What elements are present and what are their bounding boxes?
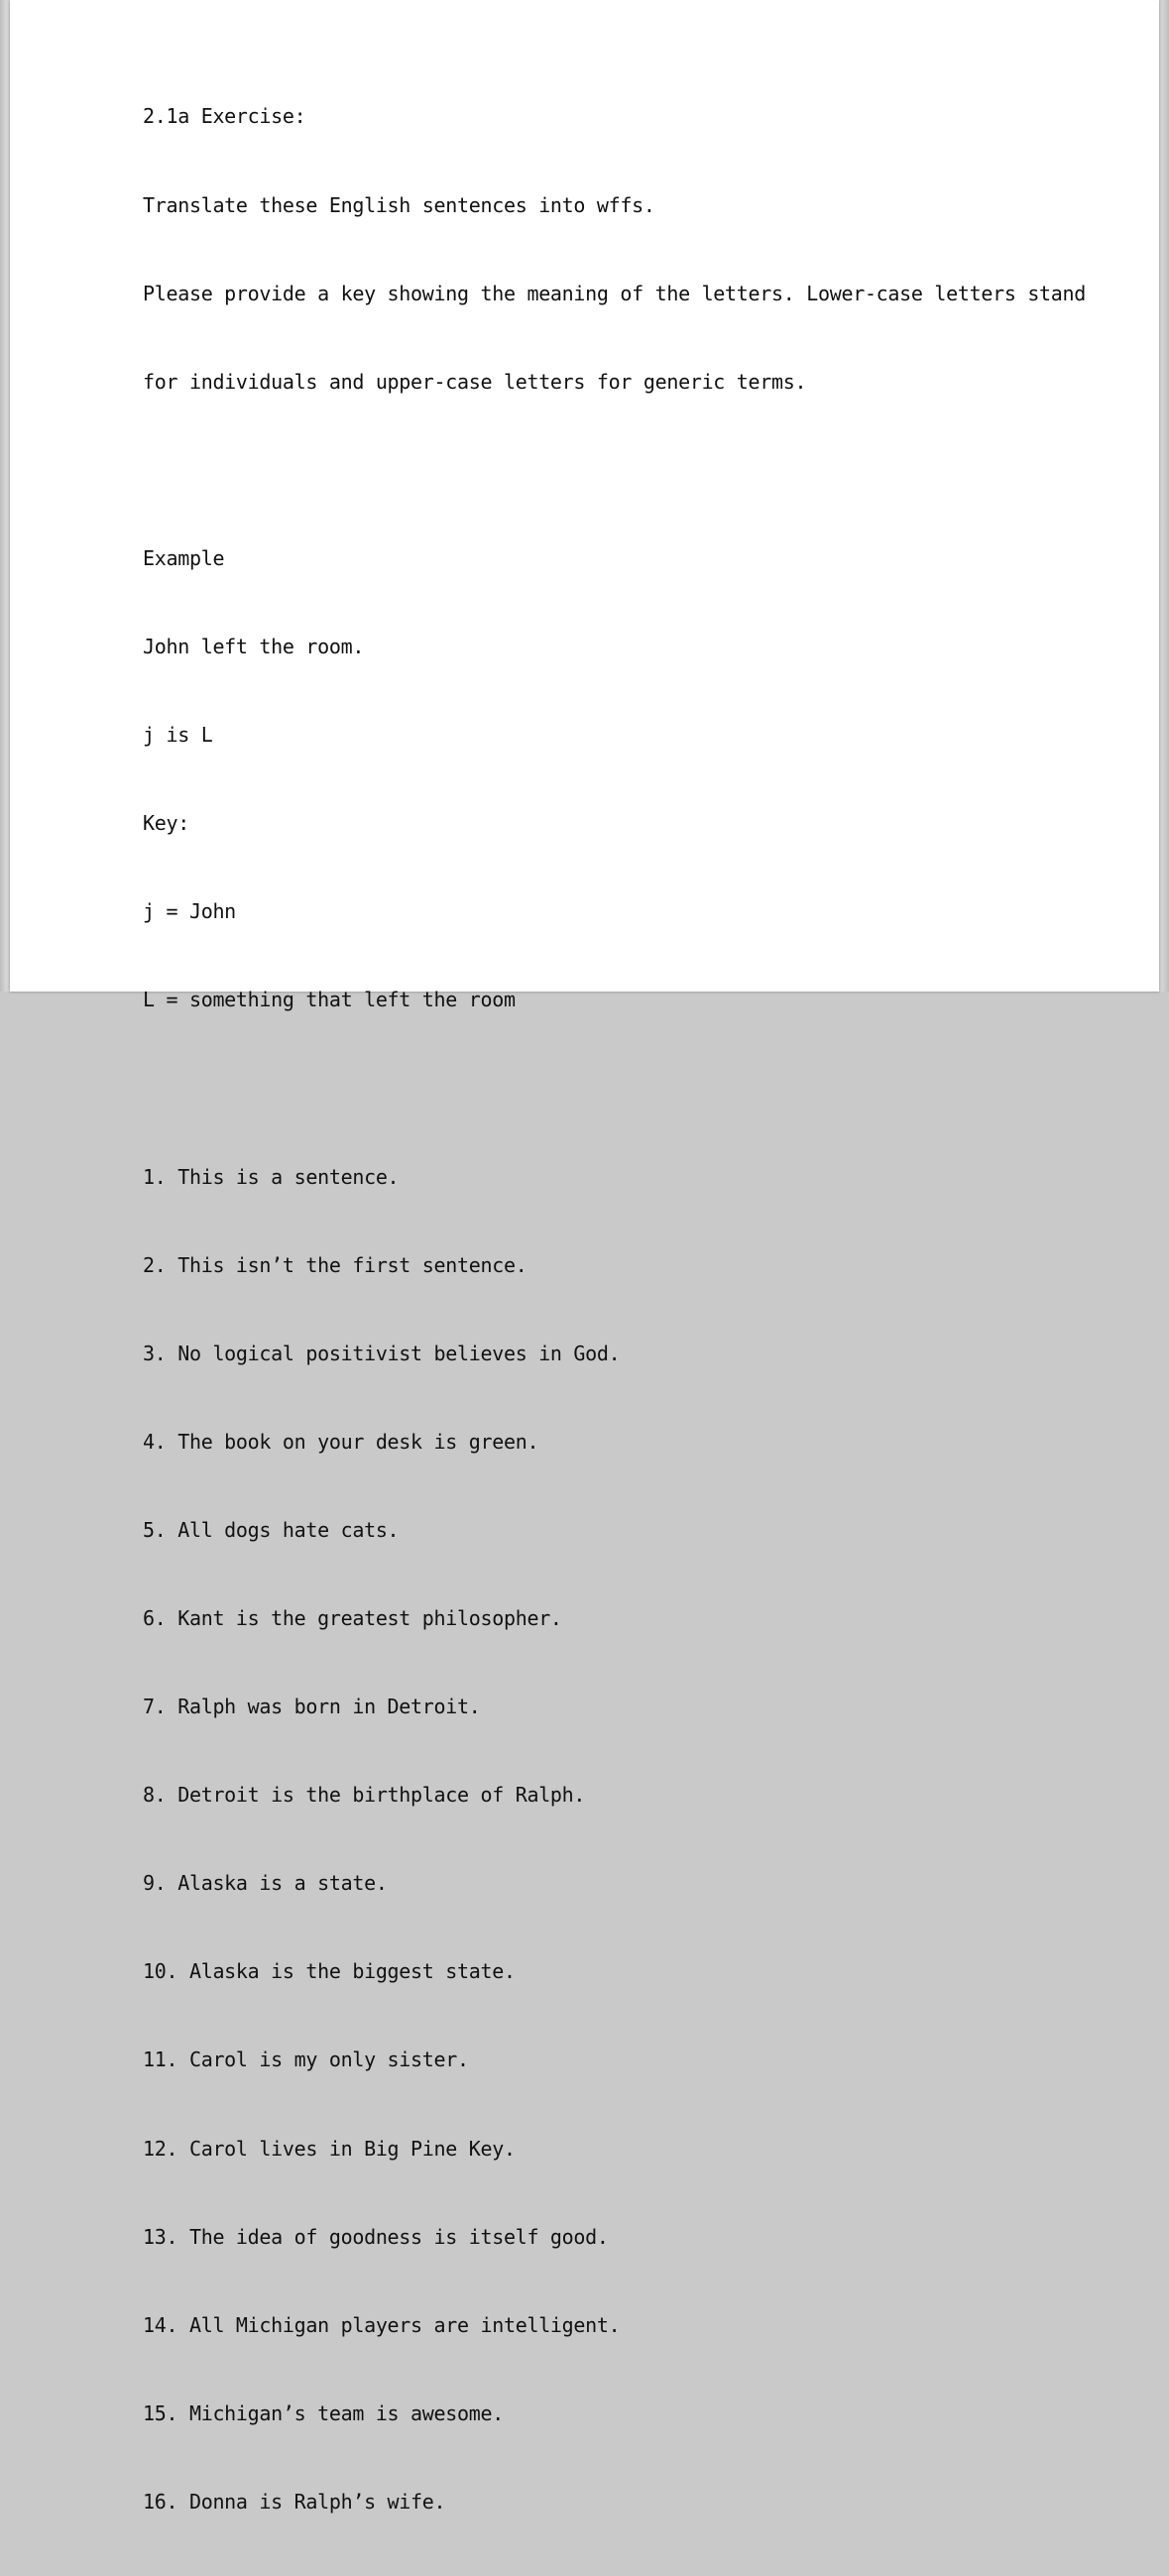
- example-key-label: Key:: [143, 811, 189, 836]
- exercise-item: 12. Carol lives in Big Pine Key.: [143, 2136, 516, 2161]
- exercise-item: 1. This is a sentence.: [143, 1164, 400, 1189]
- exercise-item: 8. Detroit is the birthplace of Ralph.: [143, 1783, 586, 1808]
- exercise-item: 2. This isn’t the first sentence.: [143, 1252, 527, 1277]
- example-sentence: John left the room.: [143, 634, 365, 658]
- key-note-line-2: for individuals and upper-case letters for generic terms.: [143, 369, 807, 394]
- instruction-text: Translate these English sentences into wffs.: [143, 192, 655, 217]
- exercise-item: 13. The idea of goodness is itself good.: [143, 2224, 609, 2249]
- example-key-item: L = something that left the room: [143, 988, 516, 1012]
- exercise-item: 10. Alaska is the biggest state.: [143, 1959, 516, 1984]
- exercise-item: 9. Alaska is a state.: [143, 1871, 388, 1896]
- exercise-item: 3. No logical positivist believes in God.: [143, 1341, 621, 1365]
- example-key-item: j = John: [143, 899, 236, 924]
- example-label: Example: [143, 545, 225, 570]
- exercise-item: 14. All Michigan players are intelligent.: [143, 2312, 621, 2337]
- exercise-item: 11. Carol is my only sister.: [143, 2048, 469, 2072]
- blank-line: [143, 456, 1134, 486]
- exercise-item: 16. Donna is Ralph’s wife.: [143, 2489, 446, 2514]
- example-translation: j is L: [143, 723, 213, 748]
- key-note-line-1: Please provide a key showing the meaning of the letters. Lower-case letters stand: [143, 281, 1087, 305]
- document-page: [10, 0, 1159, 2514]
- exercise-item: 7. Ralph was born in Detroit.: [143, 1695, 481, 1719]
- blank-line: [143, 1074, 1134, 1104]
- exercise-item: 6. Kant is the greatest philosopher.: [143, 1606, 562, 1630]
- exercise-item: 15. Michigan’s team is awesome.: [143, 2400, 504, 2425]
- exercise-item: 4. The book on your desk is green.: [143, 1429, 539, 1454]
- exercise-heading: 2.1a Exercise:: [143, 104, 306, 129]
- document-content: [143, 44, 1134, 2576]
- exercise-item: 5. All dogs hate cats.: [143, 1517, 400, 1542]
